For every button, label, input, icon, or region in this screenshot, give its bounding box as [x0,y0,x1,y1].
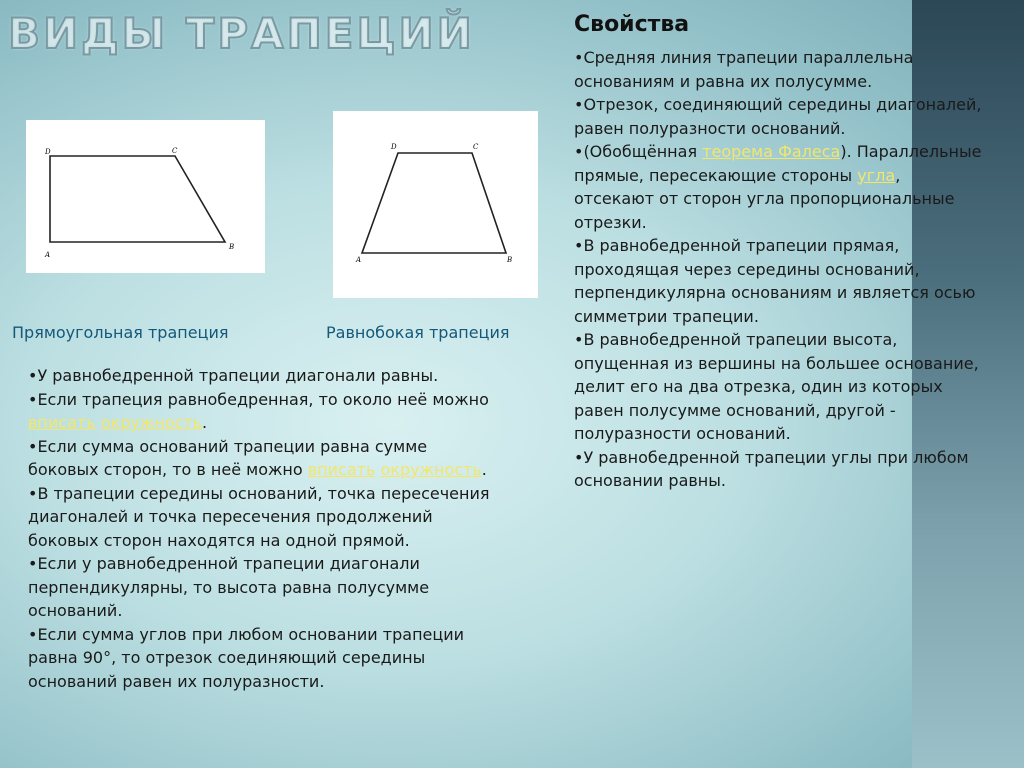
right-trapezoid-figure [26,120,265,273]
property-item: •Если сумма углов при любом основании трапеции равна 90°, то отрезок соединяющий середины оснований равен их полуразности. [28,624,465,691]
vertex-label-d: D [391,143,397,151]
property-item [28,435,498,482]
inscribe-link[interactable]: вписать [28,413,96,432]
thales-theorem-link[interactable]: теорема Фалеса [702,142,841,161]
isosceles-trapezoid-caption: Равнобокая трапеция [326,323,510,342]
property-item: •Отрезок, соединяющий середины диагоналей, равен полуразности оснований. [574,95,982,138]
property-item: •В равнобедренной трапеции высота, опущенная из вершины на большее основание, делит его на два отрезка, один из которых равен полусумме оснований, другой - полуразности оснований. [574,330,979,443]
properties-heading: Свойства [574,12,690,37]
property-text: ). Параллельные прямые, пересекающие стороны [574,142,982,185]
angle-link[interactable]: угла [857,165,896,185]
property-text: •Если трапеция равнобедренная, то около неё можно [28,389,489,409]
slide-title: ВИДЫ ТРАПЕЦИЙ [8,9,475,58]
vertex-label-c: C [172,147,178,155]
circle-link[interactable]: окружность [100,413,203,432]
property-item: •В трапеции середины оснований, точка пересечения диагоналей и точка пересечения продолжений боковых сторон находятся на одной прямой. [28,483,490,550]
left-properties-list [28,364,498,693]
property-item: •Средняя линия трапеции параллельна основаниям и равна их полусумме. [574,48,914,91]
property-item: •У равнобедренной трапеции углы при любом основании равны. [574,447,969,490]
vertex-label-c: C [473,143,479,151]
vertex-label-b: B [507,256,513,264]
property-item: •В равнобедренной трапеции прямая, проходящая через середины оснований, перпендикулярна основаниям и является осью симметрии трапеции. [574,236,976,326]
property-item [28,388,498,435]
property-text: •(Обобщённая [574,142,703,161]
property-text: . [481,460,487,479]
property-item: •У равнобедренной трапеции диагонали равны. [28,366,439,385]
inscribe-link[interactable]: вписать [307,460,376,479]
isosceles-trapezoid-figure [333,111,538,298]
property-item [574,140,984,234]
right-trapezoid-drawing [26,120,265,273]
isosceles-trapezoid-drawing [333,111,538,298]
right-properties-list [574,46,984,493]
vertex-label-b: B [229,243,235,251]
vertex-label-a: A [45,251,51,259]
vertex-label-d: D [45,148,51,156]
property-text: . [202,413,208,432]
property-item: •Если у равнобедренной трапеции диагонали перпендикулярны, то высота равна полусумме оснований. [28,554,430,620]
vertex-label-a: A [356,256,362,264]
property-text: , отсекают от сторон угла пропорциональные отрезки. [574,165,955,232]
right-trapezoid-caption: Прямоугольная трапеция [12,323,229,342]
circle-link[interactable]: окружность [380,460,482,479]
property-text: •Если сумма оснований трапеции равна сумме боковых сторон, то в неё можно [28,436,428,479]
